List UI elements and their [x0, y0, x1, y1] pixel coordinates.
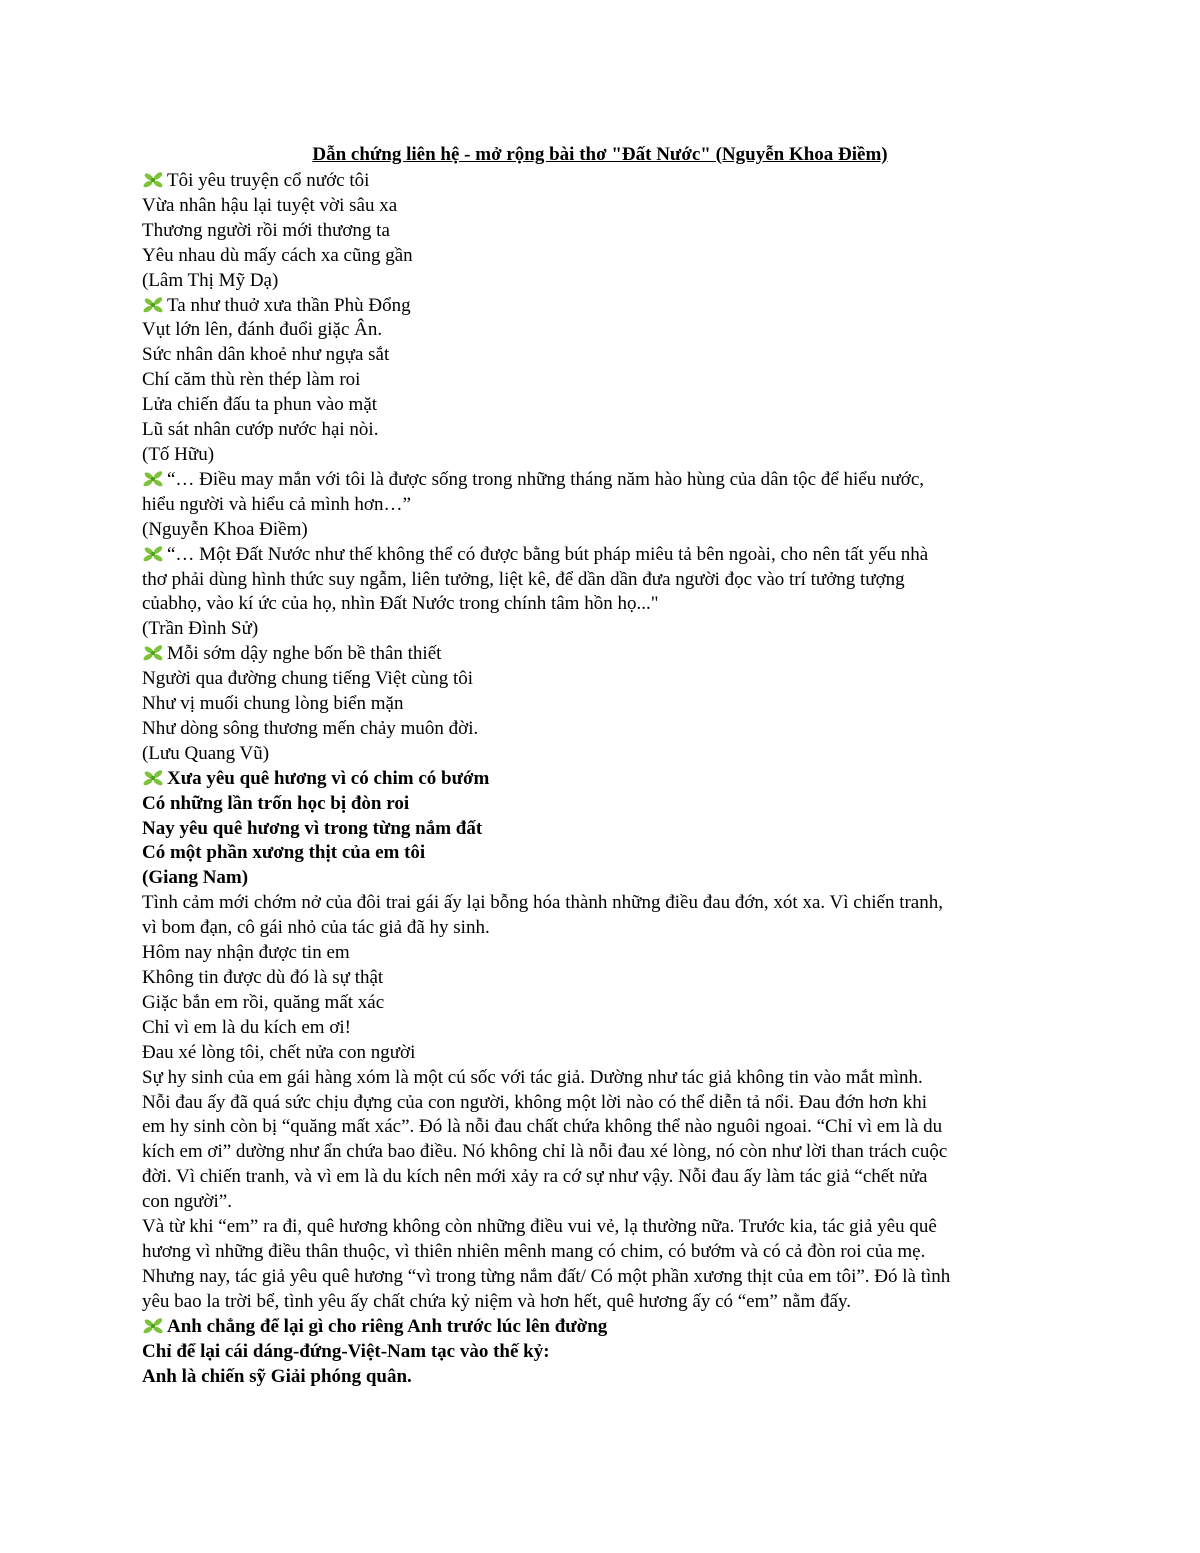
quote-line: Như dòng sông thương mến chảy muôn đời. — [142, 717, 479, 739]
quote-line: củabhọ, vào kí ức của họ, nhìn Đất Nước trong chính tâm hồn họ..." — [142, 593, 659, 615]
quote-line: Lũ sát nhân cướp nước hại nòi. — [142, 419, 379, 441]
paragraph-line: Tình cảm mới chớm nở của đôi trai gái ấy lại bỗng hóa thành những điều đau đớn, xót xa. Vì chiến tranh, — [142, 892, 943, 914]
quote-text: “… Một Đất Nước như thế không thể có được bằng bút pháp miêu tả bên ngoài, cho nên tất yếu nhà — [167, 543, 929, 565]
quote-author: (Tố Hữu) — [142, 443, 215, 465]
quote-author: (Giang Nam) — [142, 867, 249, 889]
green-leaf-icon — [142, 170, 166, 190]
quote-line: thơ phải dùng hình thức suy ngẫm, liên tưởng, liệt kê, để dần dần đưa người đọc vào trí tưởng tượng — [142, 568, 905, 590]
quote-line: Anh là chiến sỹ Giải phóng quân. — [142, 1365, 412, 1387]
quote-author: (Trần Đình Sử) — [142, 618, 259, 640]
paragraph-line: Sự hy sinh của em gái hàng xóm là một cú sốc với tác giả. Dường như tác giả không tin vào mắt mình. — [142, 1066, 923, 1088]
quote-line: Chí căm thù rèn thép làm roi — [142, 369, 361, 391]
paragraph-line: Và từ khi “em” ra đi, quê hương không còn những điều vui vẻ, lạ thường nữa. Trước kia, tác giả yêu quê — [142, 1216, 937, 1238]
quote-line: Chỉ để lại cái dáng-đứng-Việt-Nam tạc vào thế kỷ: — [142, 1340, 550, 1362]
paragraph-line: đời. Vì chiến tranh, và vì em là du kích nên mới xảy ra cớ sự như vậy. Nỗi đau ấy làm tác giả “chết nửa — [142, 1166, 928, 1188]
quote-line — [142, 1315, 1062, 1340]
quote-line — [142, 468, 1062, 493]
quote-line: Vừa nhân hậu lại tuyệt vời sâu xa — [142, 194, 398, 216]
verse-line: Không tin được dù đó là sự thật — [142, 967, 384, 988]
paragraph-line: con người”. — [142, 1191, 232, 1213]
quote-line — [142, 543, 1062, 568]
quote-line: Có những lần trốn học bị đòn roi — [142, 792, 410, 814]
document-title: Dẫn chứng liên hệ - mở rộng bài thơ "Đất Nước" (Nguyễn Khoa Điềm) — [312, 144, 888, 165]
verse-line: Đau xé lòng tôi, chết nửa con người — [142, 1041, 416, 1063]
quote-line: Sức nhân dân khoẻ như ngựa sắt — [142, 344, 390, 366]
quote-line — [142, 169, 1062, 194]
green-leaf-icon — [142, 643, 166, 663]
quote-line: Yêu nhau dù mấy cách xa cũng gần — [142, 244, 413, 266]
quote-line — [142, 294, 1062, 319]
paragraph-line: hương vì những điều thân thuộc, vì thiên nhiên mênh mang có chim, có bướm và có cả đòn roi của mẹ. — [142, 1240, 926, 1262]
green-leaf-icon — [142, 469, 166, 489]
green-leaf-icon — [142, 768, 166, 788]
paragraph-line: kích em ơi” dường như ẩn chứa bao điều. Nó không chỉ là nỗi đau xé lòng, nó còn như lời than trách cuộc — [142, 1141, 948, 1163]
paragraph-line: vì bom đạn, cô gái nhỏ của tác giả đã hy sinh. — [142, 917, 490, 939]
paragraph-line: Nỗi đau ấy đã quá sức chịu đựng của con người, không một lời nào có thể diễn tả nổi. Đau đớn hơn khi — [142, 1091, 928, 1113]
green-leaf-icon — [142, 544, 166, 564]
quote-text: Tôi yêu truyện cổ nước tôi — [167, 170, 370, 191]
quote-line — [142, 767, 1062, 792]
green-leaf-icon — [142, 1316, 166, 1336]
quote-text: Mỗi sớm dậy nghe bốn bề thân thiết — [167, 643, 442, 665]
verse-line: Hôm nay nhận được tin em — [142, 942, 350, 964]
quote-line: Như vị muối chung lòng biển mặn — [142, 693, 404, 715]
quote-line: Người qua đường chung tiếng Việt cùng tôi — [142, 668, 474, 690]
verse-line: Giặc bắn em rồi, quăng mất xác — [142, 991, 385, 1013]
quote-line: Nay yêu quê hương vì trong từng nắm đất — [142, 817, 483, 839]
verse-line: Chỉ vì em là du kích em ơi! — [142, 1016, 351, 1038]
paragraph-line: em hy sinh còn bị “quăng mất xác”. Đó là nỗi đau chất chứa không thể nào nguôi ngoai. “Chỉ vì em là du — [142, 1116, 943, 1138]
quote-author: (Nguyễn Khoa Điềm) — [142, 518, 308, 540]
quote-line: Lửa chiến đấu ta phun vào mặt — [142, 394, 378, 416]
quote-author: (Lưu Quang Vũ) — [142, 742, 270, 764]
quote-text: Ta như thuở xưa thần Phù Đổng — [167, 294, 411, 316]
document-body — [142, 169, 1062, 1389]
quote-line: Vụt lớn lên, đánh đuổi giặc Ân. — [142, 319, 383, 341]
quote-text: Xưa yêu quê hương vì có chim có bướm — [167, 767, 490, 789]
green-leaf-icon — [142, 295, 166, 315]
paragraph-line: Nhưng nay, tác giả yêu quê hương “vì trong từng nắm đất/ Có một phần xương thịt của em tôi”. Đó là tình — [142, 1265, 951, 1287]
quote-text: “… Điều may mắn với tôi là được sống trong những tháng năm hào hùng của dân tộc để hiểu nước, — [167, 468, 925, 490]
quote-text: Anh chẳng để lại gì cho riêng Anh trước lúc lên đường — [167, 1315, 608, 1337]
quote-line — [142, 642, 1062, 667]
quote-author: (Lâm Thị Mỹ Dạ) — [142, 269, 279, 291]
quote-line: Thương người rồi mới thương ta — [142, 219, 390, 241]
quote-line: hiểu người và hiểu cả mình hơn…” — [142, 493, 411, 515]
quote-line: Có một phần xương thịt của em tôi — [142, 842, 426, 864]
paragraph-line: yêu bao la trời bể, tình yêu ấy chất chứa kỷ niệm và hơn hết, quê hương ấy có “em” nằm đấy. — [142, 1290, 851, 1312]
